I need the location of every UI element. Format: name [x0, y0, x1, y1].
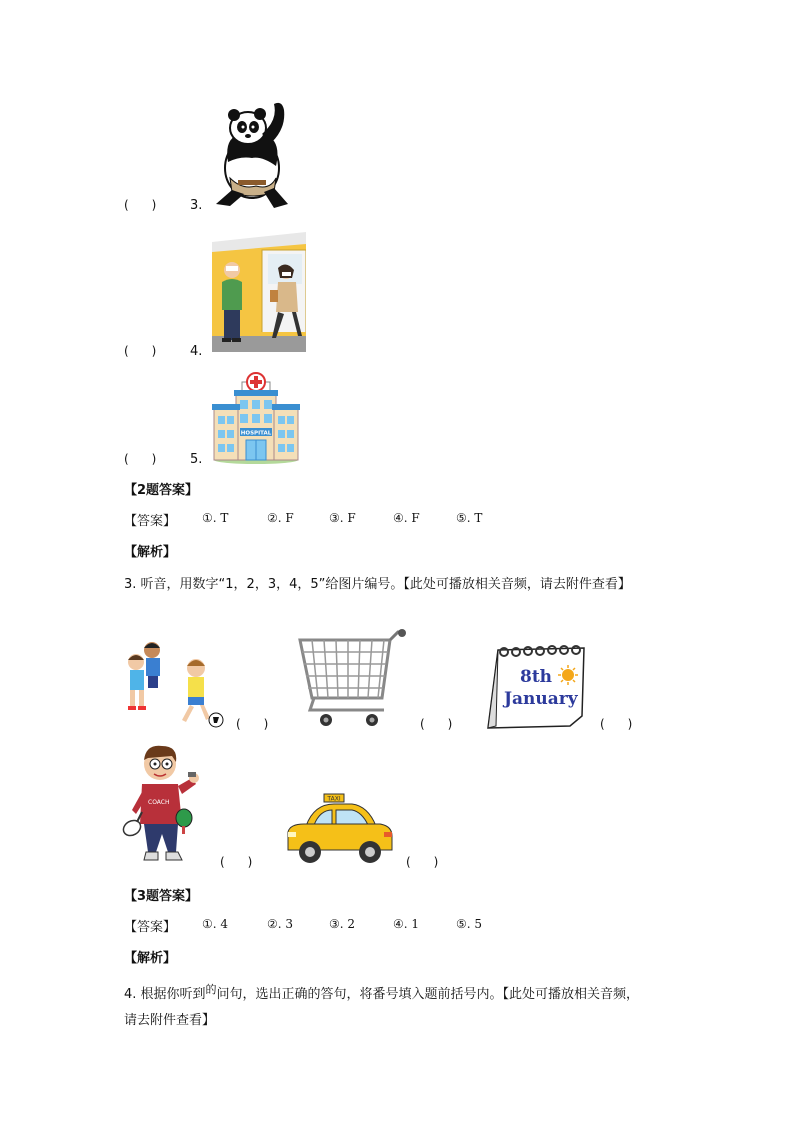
answer-blank[interactable]: ( ): [600, 717, 633, 731]
answer-3: ③. F: [329, 511, 356, 525]
hospital-image: [212, 372, 300, 464]
taxi-sign: TAXI: [327, 795, 341, 803]
kids-football-image: [122, 640, 226, 730]
answer-4: ④. 1: [393, 917, 420, 931]
item-number: 3.: [190, 198, 203, 213]
analysis-label: 【解析】: [124, 951, 177, 966]
answer-label: 【答案】: [124, 514, 177, 529]
answer-5: ⑤. 5: [456, 917, 483, 931]
subway-scene-image: [212, 232, 306, 352]
calendar-month: January: [504, 689, 578, 709]
section-header: 【3题答案】: [124, 889, 199, 904]
answer-blank[interactable]: ( ): [236, 717, 269, 731]
question-4-text-start: 4. 根据你听到: [124, 987, 206, 1002]
coach-image: [122, 740, 208, 868]
hospital-sign: HOSPITAL: [240, 430, 272, 437]
calendar-image: [484, 640, 588, 732]
answer-blank[interactable]: ( ): [124, 198, 157, 212]
panda-image: [212, 100, 292, 212]
answer-5: ⑤. T: [456, 511, 483, 525]
item-number: 5.: [190, 452, 203, 467]
answer-1: ①. 4: [202, 917, 229, 931]
question-4-text-rest: 问句，选出正确的答句，将番号填入题前括号内。【此处可播放相关音频，: [216, 987, 640, 1002]
answer-blank[interactable]: ( ): [420, 717, 453, 731]
calendar-day: 8th: [520, 667, 553, 687]
answer-blank[interactable]: ( ): [406, 855, 439, 869]
analysis-label: 【解析】: [124, 545, 177, 560]
shopping-cart-image: [298, 628, 410, 732]
taxi-image: [284, 792, 396, 866]
answer-2: ②. 3: [267, 917, 294, 931]
answer-1: ①. T: [202, 511, 229, 525]
item-number: 4.: [190, 344, 203, 359]
question-4-text: [124, 983, 639, 1002]
answer-blank[interactable]: ( ): [124, 344, 157, 358]
question-3-text: 3. 听音，用数字“1，2，3，4，5”给图片编号。【此处可播放相关音频，请去附件查看】: [124, 577, 631, 592]
answer-3: ③. 2: [329, 917, 356, 931]
answer-blank[interactable]: ( ): [124, 452, 157, 466]
answer-2: ②. F: [267, 511, 294, 525]
answer-label: 【答案】: [124, 920, 177, 935]
question-4-text-continued: 请去附件查看】: [124, 1013, 216, 1028]
section-header: 【2题答案】: [124, 483, 199, 498]
answer-blank[interactable]: ( ): [220, 855, 253, 869]
coach-shirt-label: COACH: [148, 799, 170, 806]
question-4-de: 的: [205, 983, 217, 996]
answer-4: ④. F: [393, 511, 420, 525]
